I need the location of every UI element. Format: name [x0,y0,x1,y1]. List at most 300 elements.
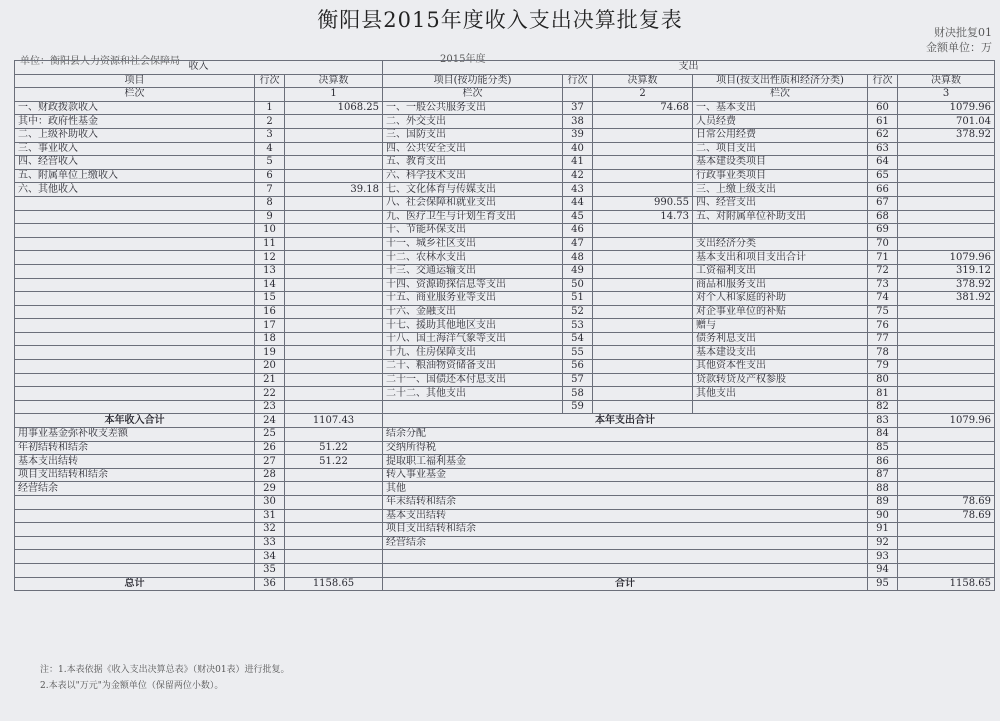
distribution-item: 转入事业基金 [383,468,868,482]
row-number: 29 [255,482,285,496]
econ-item: 赠与 [693,319,868,333]
row-number: 68 [868,210,898,224]
func-amount [593,142,693,156]
table-row [15,332,995,346]
fiscal-year: 2015年度 [440,54,486,65]
income-item [15,387,255,401]
econ-amount: 378.92 [898,278,995,292]
econ-amount: 381.92 [898,292,995,306]
row-number: 52 [563,305,593,319]
row-number: 60 [868,101,898,115]
income-amount [285,360,383,374]
distribution-item: 交纳所得税 [383,441,868,455]
table-row [15,346,995,360]
income-amount [285,292,383,306]
table-row [15,482,995,496]
row-number: 3 [255,128,285,142]
income-item [15,278,255,292]
func-amount [593,183,693,197]
econ-item: 其他支出 [693,387,868,401]
func-item: 五、教育支出 [383,156,563,170]
econ-item: 二、项目支出 [693,142,868,156]
table-row [15,128,995,142]
income-item: 四、经营收入 [15,156,255,170]
row-number: 30 [255,496,285,510]
econ-item: 基本支出和项目支出合计 [693,251,868,265]
row-number: 55 [563,346,593,360]
econ-item [693,400,868,414]
income-header: 收入 [15,61,383,75]
row-number: 54 [563,332,593,346]
table-row [15,305,995,319]
expenditure-header: 支出 [383,61,995,75]
func-amount [593,264,693,278]
econ-amount [898,237,995,251]
table-row [15,536,995,550]
table-row [15,360,995,374]
func-amount [593,128,693,142]
income-amount: 51.22 [285,455,383,469]
func-amount [593,305,693,319]
func-item: 二十二、其他支出 [383,387,563,401]
table-row [15,210,995,224]
distribution-amount: 78.69 [898,509,995,523]
income-item [15,563,255,577]
econ-amount [898,400,995,414]
row-number: 95 [868,577,898,591]
income-item [15,264,255,278]
income-item [15,224,255,238]
econ-amount [898,373,995,387]
income-amount [285,482,383,496]
income-amount [285,536,383,550]
row-number: 73 [868,278,898,292]
income-item: 一、财政拨款收入 [15,101,255,115]
income-amount [285,563,383,577]
income-item [15,305,255,319]
income-item: 其中：政府性基金 [15,115,255,129]
table-row [15,563,995,577]
table-row [15,237,995,251]
income-amount [285,264,383,278]
func-item: 十三、交通运输支出 [383,264,563,278]
row-number: 85 [868,441,898,455]
row-number: 56 [563,360,593,374]
row-number: 87 [868,468,898,482]
col-amount: 决算数 [593,74,693,88]
income-amount: 39.18 [285,183,383,197]
row-number: 12 [255,251,285,265]
row-number: 69 [868,224,898,238]
income-amount [285,346,383,360]
func-item: 七、文化体育与传媒支出 [383,183,563,197]
row-number: 6 [255,169,285,183]
econ-item: 一、基本支出 [693,101,868,115]
row-number: 38 [563,115,593,129]
col-index: 2 [593,88,693,102]
row-number: 7 [255,183,285,197]
income-item [15,196,255,210]
income-item [15,210,255,224]
econ-item: 对企事业单位的补贴 [693,305,868,319]
row-number: 82 [868,400,898,414]
row-number: 74 [868,292,898,306]
budget-table [14,60,995,591]
row-number: 39 [563,128,593,142]
row-number: 48 [563,251,593,265]
econ-item [693,224,868,238]
table-row [15,550,995,564]
income-amount [285,428,383,442]
econ-item: 债务利息支出 [693,332,868,346]
row-number: 23 [255,400,285,414]
row-number: 79 [868,360,898,374]
row-number: 5 [255,156,285,170]
row-number: 70 [868,237,898,251]
row-number: 40 [563,142,593,156]
table-row [15,496,995,510]
col-index: 1 [285,88,383,102]
econ-amount [898,142,995,156]
income-item: 五、附属单位上缴收入 [15,169,255,183]
income-amount [285,305,383,319]
income-item [15,319,255,333]
func-item: 十四、资源勘探信息等支出 [383,278,563,292]
unit-name: 单位：衡阳县人力资源和社会保障局 [20,56,180,67]
row-number: 1 [255,101,285,115]
income-item [15,496,255,510]
row-number: 46 [563,224,593,238]
func-amount [593,373,693,387]
row-number: 2 [255,115,285,129]
row-number: 67 [868,196,898,210]
table-row [15,264,995,278]
row-number: 66 [868,183,898,197]
row-number: 72 [868,264,898,278]
func-amount [593,332,693,346]
col-item-econ: 项目(按支出性质和经济分类) [693,74,868,88]
income-item: 年初结转和结余 [15,441,255,455]
row-number: 51 [563,292,593,306]
row-number: 37 [563,101,593,115]
row-number: 22 [255,387,285,401]
row-number: 92 [868,536,898,550]
row-number: 49 [563,264,593,278]
row-number: 24 [255,414,285,428]
table-row [15,319,995,333]
row-number: 58 [563,387,593,401]
econ-item: 工资福利支出 [693,264,868,278]
func-amount: 990.55 [593,196,693,210]
footnote: 注：1.本表依据《收入支出决算总表》（财决01表）进行批复。 [40,665,290,675]
table-row [15,468,995,482]
income-item [15,536,255,550]
func-amount [593,224,693,238]
row-number: 9 [255,210,285,224]
row-number: 57 [563,373,593,387]
income-amount [285,373,383,387]
money-unit: 金额单位：万 [926,41,992,54]
func-amount: 74.68 [593,101,693,115]
distribution-item: 年末结转和结余 [383,496,868,510]
distribution-amount [898,455,995,469]
grand-total-row [15,577,995,591]
func-item: 六、科学技术支出 [383,169,563,183]
func-item: 二十一、国债还本付息支出 [383,373,563,387]
func-item: 十八、国土海洋气象等支出 [383,332,563,346]
grand-total-amount: 1158.65 [285,577,383,591]
distribution-item: 经营结余 [383,536,868,550]
header-row-2 [15,74,995,88]
econ-amount: 1079.96 [898,101,995,115]
func-amount [593,115,693,129]
func-amount [593,292,693,306]
income-amount [285,196,383,210]
table-row [15,115,995,129]
econ-amount [898,387,995,401]
col-item: 项目 [15,74,255,88]
func-item: 三、国防支出 [383,128,563,142]
row-number: 15 [255,292,285,306]
income-amount [285,468,383,482]
econ-amount [898,305,995,319]
table-row [15,224,995,238]
row-number: 63 [868,142,898,156]
lanci-label: 栏次 [15,88,255,102]
income-item: 六、其他收入 [15,183,255,197]
exp-grand-total-amount: 1158.65 [898,577,995,591]
income-item: 用事业基金弥补收支差额 [15,428,255,442]
row-number: 76 [868,319,898,333]
lanci-label: 栏次 [383,88,563,102]
row-number: 91 [868,523,898,537]
row-number: 50 [563,278,593,292]
table-row [15,441,995,455]
income-amount [285,115,383,129]
income-amount [285,278,383,292]
footnotes [40,662,290,694]
exp-total-label: 本年支出合计 [383,414,868,428]
econ-item: 基本建设类项目 [693,156,868,170]
row-number: 45 [563,210,593,224]
row-number: 32 [255,523,285,537]
row-number: 25 [255,428,285,442]
row-number: 94 [868,563,898,577]
func-amount [593,278,693,292]
income-amount [285,251,383,265]
table-row [15,183,995,197]
econ-amount: 701.04 [898,115,995,129]
row-number: 78 [868,346,898,360]
func-item: 四、公共安全支出 [383,142,563,156]
row-number: 77 [868,332,898,346]
row-number: 27 [255,455,285,469]
income-amount [285,319,383,333]
row-number: 42 [563,169,593,183]
table-row [15,251,995,265]
row-number: 34 [255,550,285,564]
econ-item: 支出经济分类 [693,237,868,251]
econ-item: 商品和服务支出 [693,278,868,292]
row-number: 84 [868,428,898,442]
table-row [15,278,995,292]
col-amount: 决算数 [285,74,383,88]
func-item: 九、医疗卫生与计划生育支出 [383,210,563,224]
income-item: 二、上级补助收入 [15,128,255,142]
distribution-amount: 78.69 [898,496,995,510]
income-item [15,523,255,537]
row-number: 64 [868,156,898,170]
col-amount: 决算数 [898,74,995,88]
distribution-item: 结余分配 [383,428,868,442]
func-amount [593,237,693,251]
func-item: 十七、援助其他地区支出 [383,319,563,333]
econ-amount [898,346,995,360]
table-row [15,428,995,442]
income-item [15,360,255,374]
row-number: 88 [868,482,898,496]
footnote: 2.本表以"万元"为金额单位（保留两位小数）。 [40,681,224,691]
distribution-item: 项目支出结转和结余 [383,523,868,537]
header-row-1 [15,61,995,75]
row-number: 16 [255,305,285,319]
row-number: 80 [868,373,898,387]
income-amount [285,142,383,156]
distribution-item: 基本支出结转 [383,509,868,523]
row-number: 90 [868,509,898,523]
col-index: 3 [898,88,995,102]
econ-item: 行政事业类项目 [693,169,868,183]
header-row-3 [15,88,995,102]
func-amount: 14.73 [593,210,693,224]
distribution-item: 其他 [383,482,868,496]
income-item [15,509,255,523]
income-amount [285,400,383,414]
distribution-amount [898,523,995,537]
func-item: 一、一般公共服务支出 [383,101,563,115]
income-amount [285,237,383,251]
func-item: 十一、城乡社区支出 [383,237,563,251]
row-number: 83 [868,414,898,428]
row-number: 41 [563,156,593,170]
econ-amount: 319.12 [898,264,995,278]
row-number: 21 [255,373,285,387]
income-total-amount: 1107.43 [285,414,383,428]
income-total-label: 本年收入合计 [15,414,255,428]
func-item: 二十、粮油物资储备支出 [383,360,563,374]
table-row [15,455,995,469]
row-number: 20 [255,360,285,374]
table-row [15,400,995,414]
econ-item: 基本建设支出 [693,346,868,360]
table-row [15,387,995,401]
income-item [15,292,255,306]
exp-grand-total-label: 合计 [383,577,868,591]
row-number: 61 [868,115,898,129]
distribution-amount [898,563,995,577]
totals-row [15,414,995,428]
table-row [15,101,995,115]
econ-item: 三、上缴上级支出 [693,183,868,197]
econ-amount [898,360,995,374]
income-amount [285,224,383,238]
econ-amount [898,196,995,210]
row-number: 75 [868,305,898,319]
table-row [15,156,995,170]
table-row [15,509,995,523]
row-number: 35 [255,563,285,577]
distribution-amount [898,468,995,482]
table-row [15,292,995,306]
func-amount [593,156,693,170]
row-number: 93 [868,550,898,564]
row-number: 8 [255,196,285,210]
row-number: 31 [255,509,285,523]
lanci-label: 栏次 [693,88,868,102]
econ-amount [898,169,995,183]
grand-total-label: 总计 [15,577,255,591]
func-item: 八、社会保障和就业支出 [383,196,563,210]
func-amount [593,387,693,401]
income-amount: 51.22 [285,441,383,455]
row-number: 4 [255,142,285,156]
distribution-amount [898,428,995,442]
page-title: 衡阳县2015年度收入支出决算批复表 [317,8,683,32]
table-row [15,196,995,210]
econ-amount [898,183,995,197]
func-item: 十二、农林水支出 [383,251,563,265]
row-number: 28 [255,468,285,482]
row-number: 59 [563,400,593,414]
income-amount [285,509,383,523]
distribution-item: 提取职工福利基金 [383,455,868,469]
distribution-item [383,563,868,577]
income-amount [285,523,383,537]
row-number: 19 [255,346,285,360]
econ-amount: 1079.96 [898,251,995,265]
econ-item: 日常公用经费 [693,128,868,142]
table-row [15,142,995,156]
econ-amount [898,319,995,333]
distribution-amount [898,482,995,496]
income-item [15,373,255,387]
income-item [15,332,255,346]
col-rowno: 行次 [255,74,285,88]
econ-item: 对个人和家庭的补助 [693,292,868,306]
func-amount [593,360,693,374]
func-item: 十、节能环保支出 [383,224,563,238]
income-amount [285,210,383,224]
income-amount [285,387,383,401]
row-number: 89 [868,496,898,510]
income-amount [285,496,383,510]
func-item: 十九、住房保障支出 [383,346,563,360]
income-item: 三、事业收入 [15,142,255,156]
func-amount [593,400,693,414]
row-number: 18 [255,332,285,346]
econ-amount: 378.92 [898,128,995,142]
econ-item: 人员经费 [693,115,868,129]
row-number: 65 [868,169,898,183]
row-number: 47 [563,237,593,251]
row-number: 62 [868,128,898,142]
income-item: 基本支出结转 [15,455,255,469]
col-rowno: 行次 [563,74,593,88]
row-number: 33 [255,536,285,550]
income-item [15,251,255,265]
income-amount [285,156,383,170]
exp-total-amount: 1079.96 [898,414,995,428]
